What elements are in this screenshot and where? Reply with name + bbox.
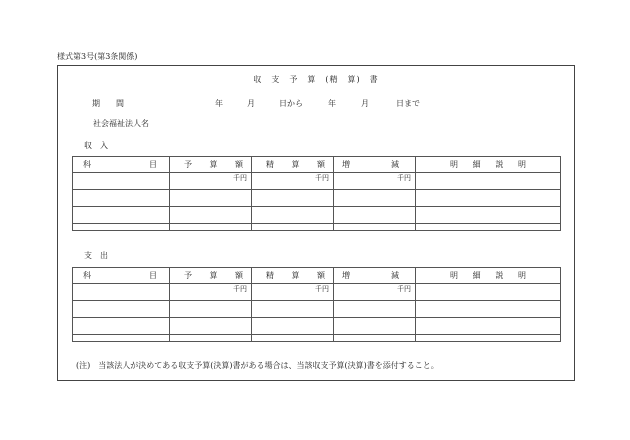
header-details: 明 細 説 明 [450,160,526,169]
table-row [73,190,561,207]
table-row [73,224,561,231]
income-section-label: 収 入 [84,141,108,150]
period-end-day: 日まで [396,99,420,108]
header-account: 科 目 [83,271,157,280]
expense-header-row [73,268,561,284]
header-change: 増 減 [342,160,399,169]
period-end-year: 年 [328,99,336,108]
header-budget: 予 算 額 [184,160,243,169]
header-settlement: 精 算 額 [266,160,325,169]
header-details: 明 細 説 明 [450,271,526,280]
corporation-name-label: 社会福祉法人名 [93,119,149,128]
table-row [73,284,561,301]
header-account: 科 目 [83,160,157,169]
unit-label: 千円 [252,173,334,190]
period-start-day: 日から [279,99,303,108]
period-end-month: 月 [361,99,369,108]
unit-label: 千円 [334,284,416,301]
income-table [72,156,561,231]
period-start-month: 月 [247,99,255,108]
table-row [73,335,561,342]
form-frame [57,65,575,381]
unit-label: 千円 [170,173,252,190]
header-budget: 予 算 額 [184,271,243,280]
form-reference: 様式第3号(第3条関係) [57,52,138,61]
table-row [73,207,561,224]
unit-label: 千円 [170,284,252,301]
footnote: (注) 当該法人が決めてある収支予算(決算)書がある場合は、当該収支予算(決算)書を添付すること。 [76,361,439,370]
period-label: 期 間 [92,99,124,108]
income-header-row [73,157,561,173]
table-row [73,301,561,318]
table-row [73,318,561,335]
unit-label: 千円 [334,173,416,190]
period-start-year: 年 [215,99,223,108]
header-settlement: 精 算 額 [266,271,325,280]
header-change: 増 減 [342,271,399,280]
table-row [73,173,561,190]
expense-table [72,267,561,342]
expense-section-label: 支 出 [84,251,108,260]
form-title: 収 支 予 算 (精 算) 書 [253,75,379,84]
unit-label: 千円 [252,284,334,301]
